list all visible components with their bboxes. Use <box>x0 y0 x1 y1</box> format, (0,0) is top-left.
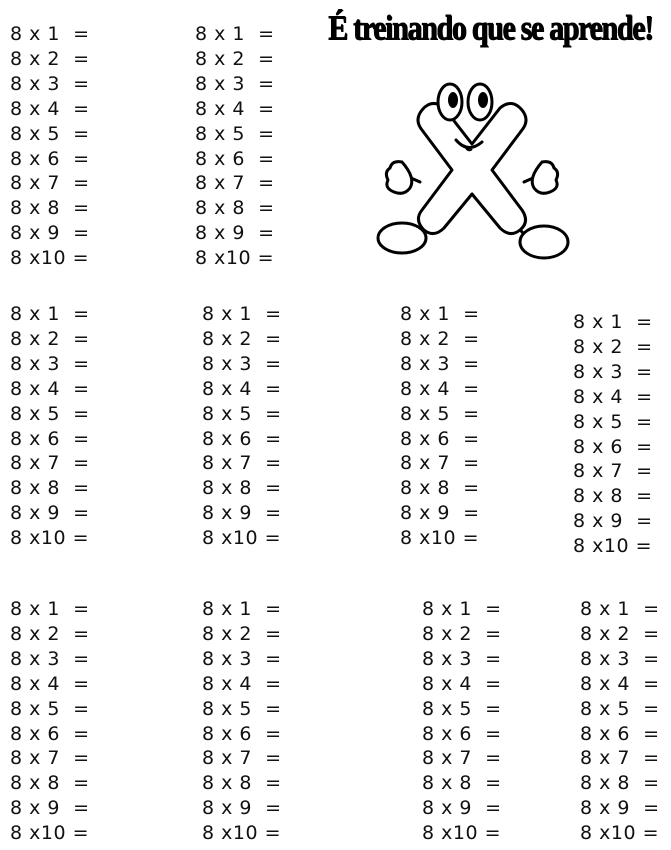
multiplication-row: 8 x 3 = <box>580 647 660 670</box>
multiplication-row: 8 x 5 = <box>202 697 282 720</box>
multiplication-block <box>202 597 312 846</box>
multiplication-row: 8 x 1 = <box>202 303 282 325</box>
multiplication-row: 8 x 3 = <box>422 647 502 670</box>
multiplication-row: 8 x 9 = <box>422 797 502 820</box>
multiplication-block <box>195 22 305 271</box>
multiplication-row: 8 x 9 = <box>195 222 275 245</box>
multiplication-row: 8 x 8 = <box>195 197 275 220</box>
multiplication-row: 8 x 2 = <box>10 622 90 645</box>
multiplication-row: 8 x 9 = <box>202 502 282 525</box>
multiplication-row: 8 x 3 = <box>202 352 282 375</box>
multiplication-row: 8 x 8 = <box>10 477 90 500</box>
multiplication-row: 8 x 6 = <box>202 427 282 450</box>
multiplication-row: 8 x 6 = <box>573 435 653 458</box>
multiplication-row: 8 x 8 = <box>202 477 282 500</box>
multiplication-block <box>10 22 120 271</box>
multiplication-row: 8 x 5 = <box>422 697 502 720</box>
multiplication-row: 8 x 7 = <box>400 452 480 475</box>
multiplication-row: 8 x 6 = <box>10 147 90 170</box>
multiplication-row: 8 x10 = <box>422 822 502 845</box>
multiplication-row: 8 x 1 = <box>202 598 282 620</box>
multiplication-row: 8 x 3 = <box>10 647 90 670</box>
multiplication-row: 8 x 4 = <box>400 377 480 400</box>
multiplication-row: 8 x10 = <box>202 527 282 550</box>
multiplication-row: 8 x 9 = <box>10 222 90 245</box>
worksheet-title: É treinando que se aprende! <box>328 8 653 47</box>
multiplication-row: 8 x 7 = <box>10 452 90 475</box>
multiplication-row: 8 x10 = <box>580 822 660 845</box>
multiplication-row: 8 x 3 = <box>202 647 282 670</box>
multiplication-row: 8 x 6 = <box>400 427 480 450</box>
multiplication-row: 8 x 6 = <box>202 722 282 745</box>
multiplication-row: 8 x10 = <box>10 822 90 845</box>
multiplication-row: 8 x 9 = <box>10 502 90 525</box>
multiplication-row: 8 x 9 = <box>400 502 480 525</box>
multiplication-row: 8 x 2 = <box>202 622 282 645</box>
multiplication-row: 8 x 6 = <box>10 427 90 450</box>
multiplication-row: 8 x 2 = <box>422 622 502 645</box>
multiplication-row: 8 x 9 = <box>573 510 653 533</box>
multiplication-row: 8 x 2 = <box>195 47 275 70</box>
multiplication-row: 8 x 3 = <box>10 72 90 95</box>
multiplication-row: 8 x 7 = <box>202 747 282 770</box>
multiplication-row: 8 x 5 = <box>573 410 653 433</box>
multiplication-row: 8 x 7 = <box>10 172 90 195</box>
multiplication-row: 8 x 5 = <box>10 402 90 425</box>
multiplication-row: 8 x 8 = <box>422 772 502 795</box>
multiplication-row: 8 x 5 = <box>580 697 660 720</box>
multiplication-block <box>202 302 312 551</box>
multiplication-row: 8 x 4 = <box>10 97 90 120</box>
multiplication-block <box>573 310 671 559</box>
multiplication-row: 8 x 9 = <box>10 797 90 820</box>
multiplication-row: 8 x 6 = <box>10 722 90 745</box>
multiplication-row: 8 x 5 = <box>195 122 275 145</box>
multiplication-block <box>10 597 120 846</box>
multiplication-row: 8 x 6 = <box>195 147 275 170</box>
multiplication-row: 8 x 3 = <box>10 352 90 375</box>
multiplication-block <box>400 302 510 551</box>
multiplication-row: 8 x 2 = <box>10 47 90 70</box>
multiplication-row: 8 x 4 = <box>202 672 282 695</box>
multiplication-row: 8 x10 = <box>400 527 480 550</box>
multiplication-row: 8 x 1 = <box>10 598 90 620</box>
multiplication-block <box>10 302 120 551</box>
multiplication-row: 8 x 5 = <box>202 402 282 425</box>
multiplication-sign-mascot-icon <box>372 70 572 270</box>
multiplication-row: 8 x 5 = <box>10 697 90 720</box>
multiplication-row: 8 x 4 = <box>573 385 653 408</box>
multiplication-row: 8 x 6 = <box>580 722 660 745</box>
multiplication-row: 8 x 1 = <box>573 311 653 333</box>
multiplication-row: 8 x 3 = <box>195 72 275 95</box>
multiplication-row: 8 x 5 = <box>10 122 90 145</box>
multiplication-row: 8 x 4 = <box>195 97 275 120</box>
multiplication-row: 8 x 8 = <box>400 477 480 500</box>
multiplication-row: 8 x 3 = <box>573 360 653 383</box>
multiplication-row: 8 x10 = <box>202 822 282 845</box>
multiplication-row: 8 x 4 = <box>10 377 90 400</box>
multiplication-row: 8 x 8 = <box>573 485 653 508</box>
multiplication-row: 8 x 4 = <box>580 672 660 695</box>
multiplication-row: 8 x 8 = <box>10 197 90 220</box>
multiplication-row: 8 x 8 = <box>202 772 282 795</box>
multiplication-row: 8 x 6 = <box>422 722 502 745</box>
multiplication-row: 8 x 1 = <box>400 303 480 325</box>
multiplication-row: 8 x 5 = <box>400 402 480 425</box>
multiplication-row: 8 x10 = <box>195 247 275 270</box>
multiplication-row: 8 x 2 = <box>580 622 660 645</box>
multiplication-row: 8 x 1 = <box>10 303 90 325</box>
multiplication-row: 8 x 2 = <box>400 327 480 350</box>
multiplication-row: 8 x 1 = <box>195 23 275 45</box>
multiplication-row: 8 x 4 = <box>202 377 282 400</box>
multiplication-row: 8 x 2 = <box>10 327 90 350</box>
multiplication-row: 8 x 9 = <box>580 797 660 820</box>
multiplication-row: 8 x 3 = <box>400 352 480 375</box>
multiplication-block <box>580 597 671 846</box>
multiplication-row: 8 x 7 = <box>202 452 282 475</box>
multiplication-row: 8 x 7 = <box>195 172 275 195</box>
multiplication-row: 8 x 4 = <box>422 672 502 695</box>
multiplication-row: 8 x 7 = <box>10 747 90 770</box>
multiplication-row: 8 x 8 = <box>10 772 90 795</box>
multiplication-block <box>422 597 532 846</box>
multiplication-row: 8 x10 = <box>10 527 90 550</box>
multiplication-row: 8 x 7 = <box>580 747 660 770</box>
multiplication-row: 8 x 8 = <box>580 772 660 795</box>
multiplication-row: 8 x 2 = <box>573 335 653 358</box>
multiplication-row: 8 x 1 = <box>422 598 502 620</box>
multiplication-row: 8 x 7 = <box>422 747 502 770</box>
multiplication-row: 8 x10 = <box>573 535 653 558</box>
multiplication-row: 8 x 1 = <box>580 598 660 620</box>
multiplication-row: 8 x 2 = <box>202 327 282 350</box>
multiplication-row: 8 x 7 = <box>573 460 653 483</box>
multiplication-row: 8 x10 = <box>10 247 90 270</box>
multiplication-row: 8 x 4 = <box>10 672 90 695</box>
multiplication-row: 8 x 1 = <box>10 23 90 45</box>
multiplication-row: 8 x 9 = <box>202 797 282 820</box>
